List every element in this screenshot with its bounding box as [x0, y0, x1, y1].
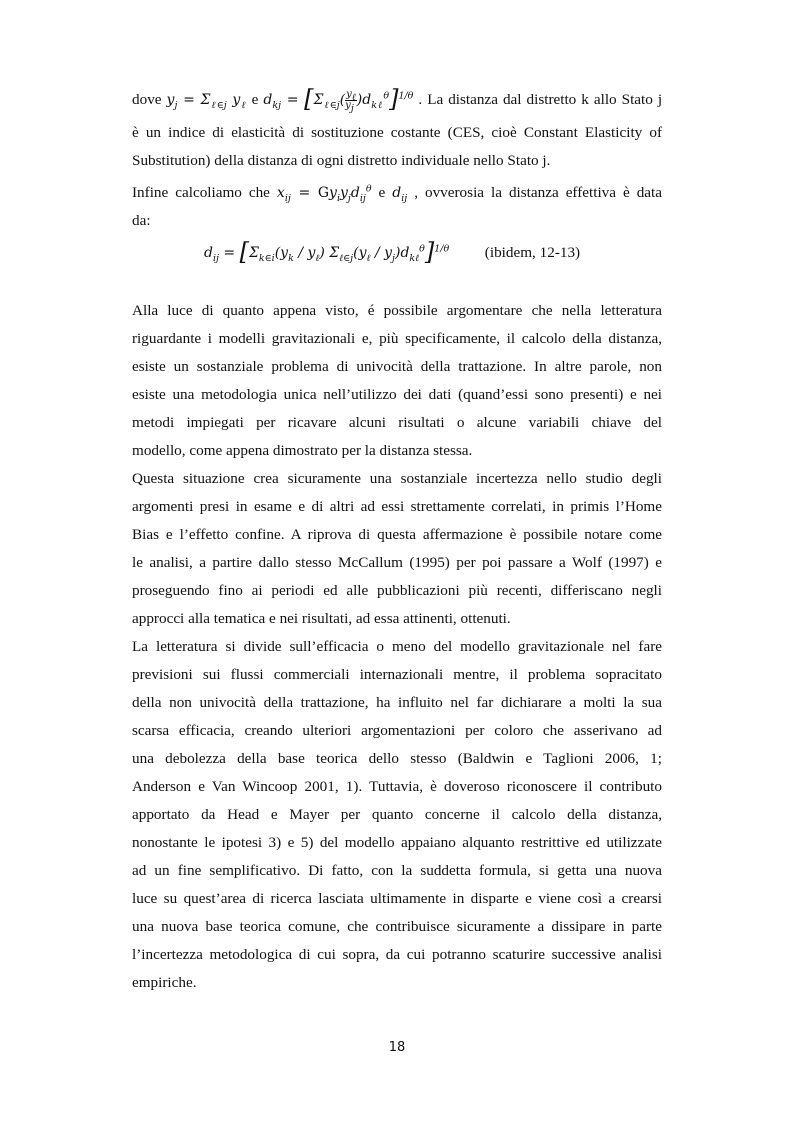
paragraph-2-line-1: Questa situazione crea sicuramente una sostanziale incertezza nello studio degli	[132, 470, 662, 487]
math-dkj-definition: $d_{kj} = [\Sigma_{\ell\in j}$( $\frac{y_\ell}{y_j}$ )$d_{k\ell}^\theta]^{1/\theta}$	[263, 85, 414, 114]
paragraph-3-line-9: ad un fine semplificativo. Di fatto, con la suddetta formula, si getta una nuova	[132, 862, 662, 879]
math-yj-definition: $y_j = \Sigma_{\ell\in j}$ $y_\ell$	[166, 92, 247, 111]
main-formula	[204, 238, 580, 267]
paragraph-2-line-6: approcci alla tematica e nei risultati, ad essa attinenti, ottenuti.	[132, 610, 511, 627]
math-dij: $d_{ij}$	[392, 185, 408, 204]
paragraph-3-line-1: La letteratura si divide sull’efficacia o meno del modello gravitazionale nel fare	[132, 638, 662, 655]
paragraph-2-line-5: proseguendo fino ai periodi ed alle pubblicazioni più recenti, differiscano negli	[132, 582, 662, 599]
text-e2: e	[378, 184, 386, 201]
paragraph-1-line-5: metodi impiegati per ricavare alcuni risultati o alcune variabili chiave del	[132, 414, 662, 431]
intro-line-1: è un indice di elasticità di sostituzione costante (CES, cioè Constant Elasticity of	[132, 124, 662, 141]
paragraph-1-line-6: modello, come appena dimostrato per la distanza stessa.	[132, 442, 473, 459]
paragraph-3-line-7: apportato da Head e Mayer per quanto concerne il calcolo della distanza,	[132, 806, 662, 823]
math-dij-expression: $d_{ij} = [\Sigma_{k\in i}(y_k / y_\ell)$ $\Sigma_{\ell\in j}(y_\ell / y_j)d_{k\ell}^\theta]^{1/\theta}$	[204, 238, 450, 266]
paragraph-1-line-1: Alla luce di quanto appena visto, é possibile argomentare che nella letteratura	[132, 302, 662, 319]
text-e: e	[251, 91, 259, 108]
formula-citation: (ibidem, 12-13)	[484, 244, 581, 261]
paragraph-2-line-3: Bias e l’effetto confine. A riprova di questa affermazione è possibile notare come	[132, 526, 662, 543]
text-ovverosia: , ovverosia la distanza effettiva è data	[414, 184, 663, 201]
paragraph-3-line-6: Anderson e Van Wincoop 2001, 1). Tuttavia, è doveroso riconoscere il contributo	[132, 778, 662, 795]
page-number: 18	[388, 1040, 406, 1055]
paragraph-2-line-2: argomenti presi in esame e di altri ad essi strettamente correlati, in primis l’Home	[132, 498, 662, 515]
paragraph-3-line-8: nonostante le ipotesi 3) e 5) del modello appaiano alquanto restrittive ed utilizzate	[132, 834, 662, 851]
paragraph-3-line-13: empiriche.	[132, 974, 197, 991]
intro-line-2: Substitution) della distanza di ogni distretto individuale nello Stato j.	[132, 152, 551, 169]
formula-line	[132, 85, 662, 114]
text-infine: Infine calcoliamo che	[132, 184, 270, 201]
paragraph-1-line-4: esiste una metodologia unica nell’utilizzo dei dati (quand’essi sono presenti) e nei	[132, 386, 662, 403]
paragraph-1-line-3: esiste un sostanziale problema di univocità della trattazione. In altre parole, non	[132, 358, 662, 375]
paragraph-1-line-2: riguardante i modelli gravitazionali e, più specificamente, il calcolo della distanza,	[132, 330, 662, 347]
text-distanza: . La distanza dal distretto k allo Stato j	[418, 91, 663, 108]
paragraph-3-line-2: previsioni sui flussi commerciali internazionali mentre, il problema sopracitato	[132, 666, 662, 683]
paragraph-3-line-4: scarsa efficacia, creando ulteriori argomentazioni per coloro che asserivano ad	[132, 722, 662, 739]
paragraph-3-line-11: una nuova base teorica comune, che contribuisce sicuramente a dissipare in parte	[132, 918, 662, 935]
infine-cont: da:	[132, 212, 151, 229]
paragraph-3-line-10: luce su quest’area di ricerca lasciata ultimamente in disparte e viene così a crearsi	[132, 890, 662, 907]
paragraph-3-line-12: l’incertezza metodologica di cui sopra, da cui potranno scaturire successive analisi	[132, 946, 662, 963]
paragraph-3-line-5: una debolezza della base teorica dello stesso (Baldwin e Taglioni 2006, 1;	[132, 750, 662, 767]
infine-line	[132, 179, 662, 207]
text-dove: dove	[132, 91, 162, 108]
paragraph-3-line-3: della non univocità della trattazione, ha influito nel far dichiarare a molti la sua	[132, 694, 662, 711]
paragraph-2-line-4: le analisi, a partire dallo stesso McCallum (1995) per poi passare a Wolf (1997) e	[132, 554, 662, 571]
math-xij: $x_{ij} = Gy_iy_jd_{ij}^\theta$	[276, 183, 372, 204]
